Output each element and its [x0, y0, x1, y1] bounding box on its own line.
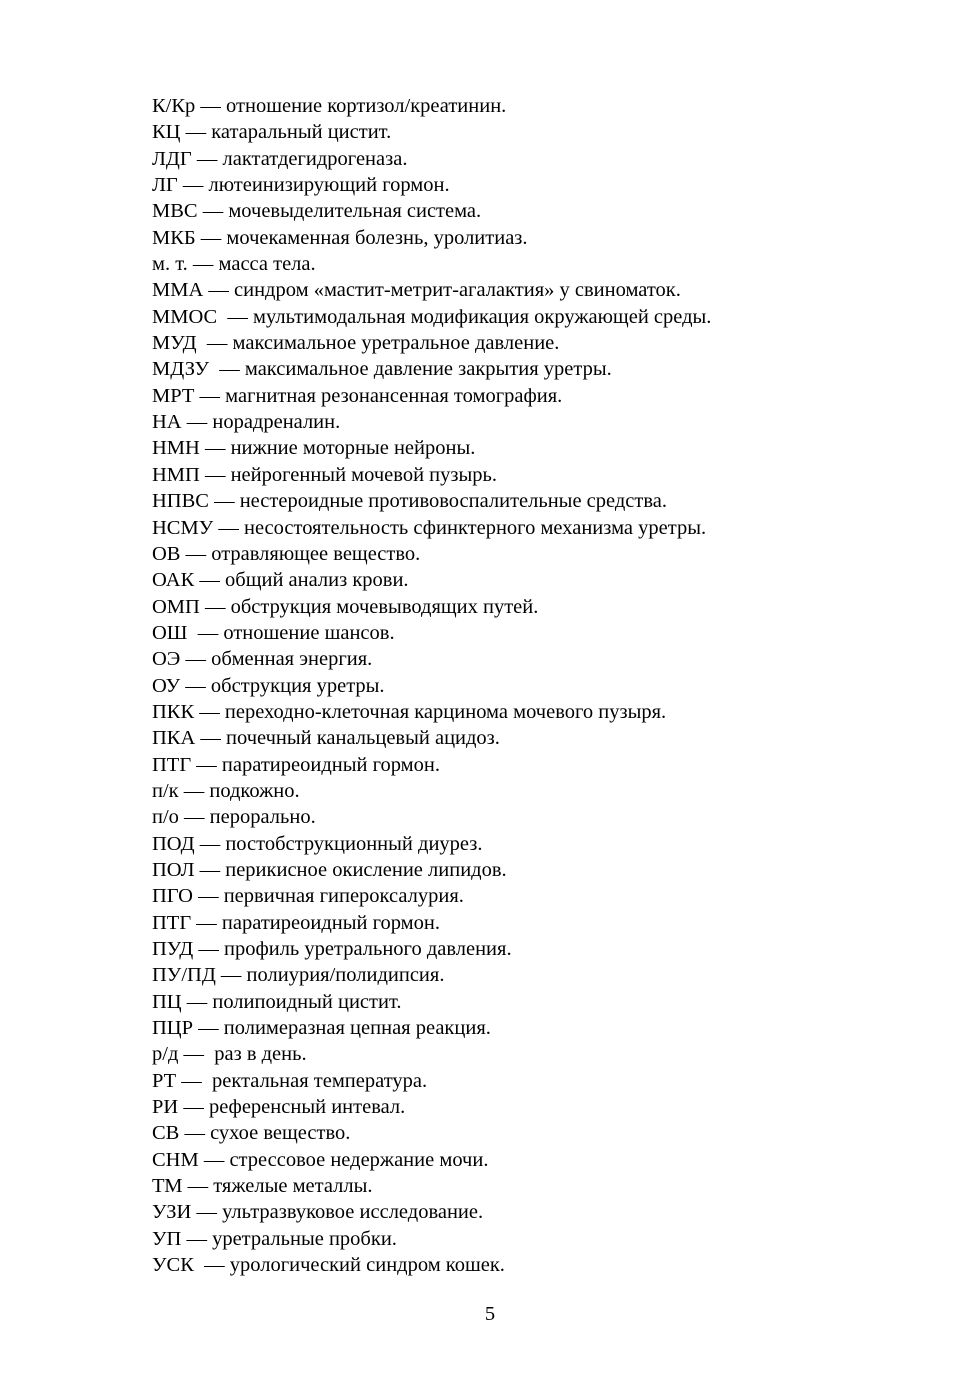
abbreviation-entry: МВС — мочевыделительная система. — [152, 200, 482, 223]
abbreviation-entry: ТМ — тяжелые металлы. — [152, 1175, 373, 1198]
abbreviation-entry: п/к — подкожно. — [152, 779, 300, 802]
abbreviation-entry: ПУД — профиль уретрального давления. — [152, 938, 512, 960]
abbreviation-entry: МКБ — мочекаменная болезнь, уролитиаз. — [152, 226, 528, 249]
abbreviation-entry: УСК — урологический синдром кошек. — [152, 1254, 505, 1277]
abbreviation-entry: МДЗУ — максимальное давление закрытия уретры. — [152, 358, 612, 381]
page-number: 5 — [484, 1303, 496, 1325]
abbreviation-entry: ОУ — обструкция уретры. — [152, 674, 385, 697]
abbreviation-entry: ПОД — постобструкционный диурез. — [152, 832, 483, 855]
abbreviation-entry: п/о — перорально. — [152, 806, 316, 829]
abbreviation-entry: ПТГ — паратиреоидный гормон. — [152, 753, 440, 776]
abbreviation-entry: РТ — ректальная температура. — [152, 1069, 428, 1092]
abbreviation-entry: ПОЛ — перикисное окисление липидов. — [152, 858, 507, 881]
abbreviation-entry: УП — уретральные пробки. — [152, 1227, 397, 1250]
abbreviation-entry: ОАК — общий анализ крови. — [152, 569, 409, 592]
abbreviation-entry: УЗИ — ультразвуковое исследование. — [152, 1201, 484, 1224]
abbreviation-entry: ПКК — переходно-клеточная карцинома мочевого пузыря. — [152, 700, 667, 723]
abbreviation-entry: ОВ — отравляющее вещество. — [152, 542, 421, 565]
abbreviation-entry: ММОС — мультимодальная модификация окружающей среды. — [152, 305, 712, 328]
abbreviation-entry: МУД — максимальное уретральное давление. — [152, 332, 560, 355]
abbreviation-entry: ОЭ — обменная энергия. — [152, 648, 373, 671]
abbreviation-entry: ПКА — почечный канальцевый ацидоз. — [152, 727, 500, 750]
abbreviation-entry: НМП — нейрогенный мочевой пузырь. — [152, 463, 497, 486]
abbreviation-entry: НПВС — нестероидные противовоспалительные средства. — [152, 490, 667, 513]
abbreviation-entry: ЛГ — лютеинизирующий гормон. — [152, 174, 450, 197]
abbreviation-entry: ОМП — обструкция мочевыводящих путей. — [152, 595, 539, 618]
abbreviation-entry: м. т. — масса тела. — [152, 253, 316, 276]
abbreviation-entry: ПУ/ПД — полиурия/полидипсия. — [152, 964, 445, 987]
abbreviation-entry: К/Кр — отношение кортизол/креатинин. — [152, 95, 507, 117]
abbreviation-entry: ОШ — отношение шансов. — [152, 621, 395, 644]
abbreviation-entry: ММА — синдром «мастит-метрит-агалактия» у свиноматок. — [152, 279, 681, 302]
abbreviation-entry: р/д — раз в день. — [152, 1043, 307, 1066]
abbreviation-entry: ПЦ — полипоидный цистит. — [152, 990, 402, 1013]
abbreviation-entry: КЦ — катаральный цистит. — [152, 121, 392, 144]
abbreviation-entry: НМН — нижние моторные нейроны. — [152, 437, 476, 460]
abbreviation-entry: РИ — референсный интевал. — [152, 1096, 406, 1119]
abbreviation-entry: МРТ — магнитная резонансенная томография. — [152, 384, 563, 407]
abbreviation-list — [152, 93, 912, 1278]
abbreviation-entry: ПТГ — паратиреоидный гормон. — [152, 911, 440, 934]
abbreviation-entry: НА — норадреналин. — [152, 411, 341, 434]
abbreviation-entry: СВ — сухое вещество. — [152, 1122, 351, 1145]
abbreviation-entry: НСМУ — несостоятельность сфинктерного механизма уретры. — [152, 516, 707, 539]
abbreviation-entry: ЛДГ — лактатдегидрогеназа. — [152, 147, 408, 170]
abbreviation-entry: СНМ — стрессовое недержание мочи. — [152, 1148, 489, 1171]
abbreviation-entry: ПЦР — полимеразная цепная реакция. — [152, 1017, 491, 1040]
abbreviation-entry: ПГО — первичная гипероксалурия. — [152, 885, 464, 908]
